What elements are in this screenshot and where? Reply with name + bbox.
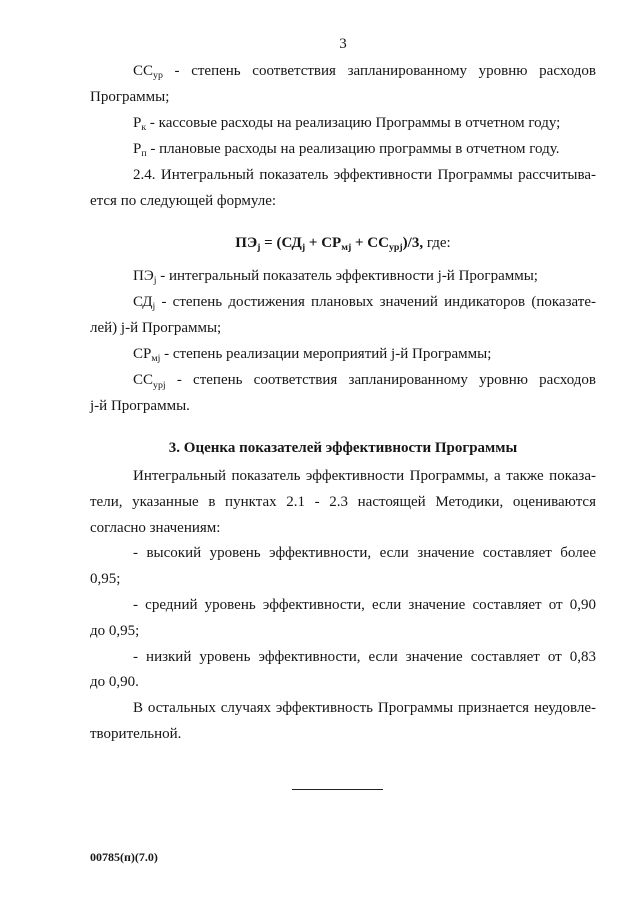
section-3-intro-line-2: тели, указанные в пунктах 2.1 - 2.3 настоящей Методики, оцениваются (90, 493, 596, 510)
term-sd-subscript: j (152, 301, 156, 313)
formula-expression (235, 235, 424, 254)
formula-part-1: = (СД (260, 235, 302, 251)
term-ss-subscript: ур (153, 70, 163, 82)
definitions-block-top (90, 58, 596, 215)
section-3-intro-line-3: согласно значениям: (90, 519, 221, 536)
formula-lhs-subscript: j (257, 242, 261, 254)
term-r: Р (133, 115, 142, 132)
definition-pe-text: - интегральный показатель эффективности j-й Программы; (156, 268, 538, 284)
criterion-medium-line-2: до 0,95; (90, 622, 140, 639)
term-ss-subscript-urj: урj (153, 379, 166, 391)
section-3-body (90, 464, 596, 748)
term-ss: СС (133, 63, 154, 79)
term-ss: СС (133, 372, 154, 389)
end-separator-line (292, 789, 383, 790)
criterion-high-line-1: - высокий уровень эффективности, если значение составляет более (133, 545, 596, 562)
document-code-footer: 00785(п)(7.0) (90, 850, 158, 864)
page-number: 3 (339, 36, 347, 52)
clause-2-4-line-2: ется по следующей формуле: (90, 193, 277, 210)
term-sr: СР (133, 346, 152, 363)
formula-where: где: (423, 235, 451, 251)
term-pe: ПЭ (133, 268, 154, 284)
definition-pe-line (90, 263, 596, 289)
definition-r-p-line (90, 136, 596, 162)
definition-sd-text: - степень достижения плановых значений индикаторов (показате- (155, 294, 596, 311)
definition-ss-urj-line-1 (90, 367, 596, 393)
formula-subscript-3: урj (388, 242, 403, 254)
closing-line-1: В остальных случаях эффективность Программы признается неудовле- (133, 700, 596, 717)
closing-line-2: творительной. (90, 725, 182, 742)
criterion-medium-line-1: - средний уровень эффективности, если значение составляет от 0,90 (133, 596, 596, 613)
definition-sd-line-2: лей) j-й Программы; (90, 320, 222, 337)
definitions-block-formula (90, 263, 596, 420)
section-3-heading: 3. Оценка показателей эффективности Программы (168, 440, 518, 456)
definition-ss-ur-line-2: Программы; (90, 89, 170, 106)
formula-subscript-1: j (301, 242, 306, 254)
term-pe-subscript: j (153, 275, 157, 287)
definition-r-k-text: - кассовые расходы на реализацию Программы в отчетном году; (146, 115, 561, 132)
formula-part-4: )/3, (402, 235, 424, 251)
formula-lhs: ПЭ (235, 235, 258, 251)
formula-part-2: + СР (305, 235, 342, 251)
efficiency-formula (90, 230, 596, 256)
criterion-low-line-1: - низкий уровень эффективности, если значение составляет от 0,83 (133, 648, 596, 665)
definition-ss-urj-text: - степень соответствия запланированному уровню расходов (165, 372, 596, 389)
definition-ss-ur-text: - степень соответствия запланированному уровню расходов (162, 63, 596, 79)
definition-ss-urj-line-2: j-й Программы. (90, 398, 190, 415)
term-r-subscript-k: к (141, 122, 147, 134)
definition-sr-line (90, 341, 596, 367)
criterion-high-line-2: 0,95; (90, 571, 121, 588)
formula-subscript-2: мj (341, 242, 352, 254)
term-sd: СД (133, 294, 153, 311)
criterion-low-line-2: до 0,90. (90, 674, 139, 691)
definition-r-k-line (90, 110, 596, 136)
definition-ss-ur-line-1 (90, 58, 596, 84)
definition-sr-text: - степень реализации мероприятий j-й Программы; (160, 346, 492, 363)
term-r: Р (133, 141, 142, 158)
section-3-intro-line-1: Интегральный показатель эффективности Программы, а также показа- (133, 468, 596, 484)
term-sr-subscript: мj (151, 353, 161, 365)
formula-part-3: + СС (351, 235, 389, 251)
definition-r-p-text: - плановые расходы на реализацию программы в отчетном году. (146, 141, 560, 158)
definition-sd-line-1 (90, 289, 596, 315)
clause-2-4-line-1: 2.4. Интегральный показатель эффективности Программы рассчитыва- (133, 167, 596, 184)
term-r-subscript-p: п (141, 148, 147, 160)
